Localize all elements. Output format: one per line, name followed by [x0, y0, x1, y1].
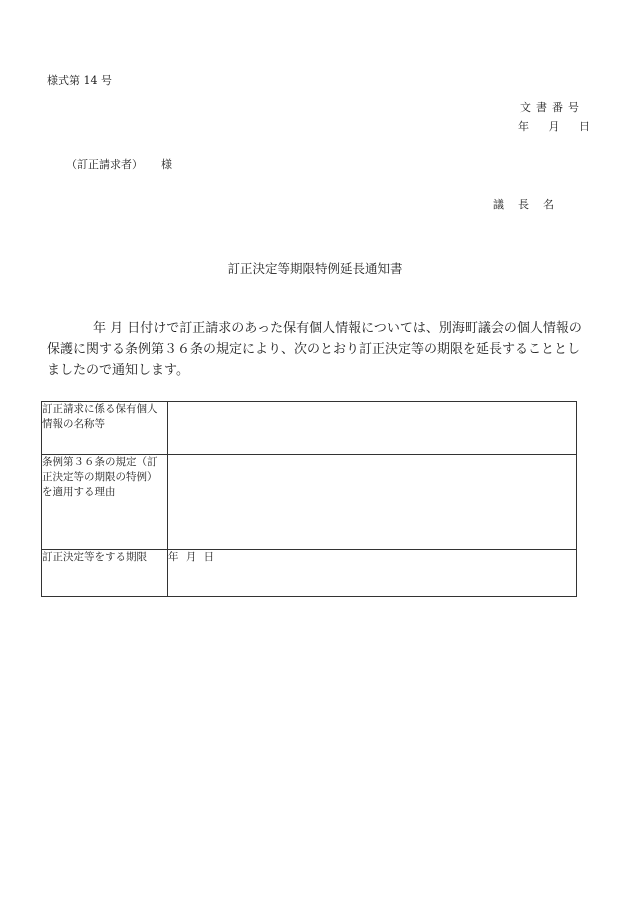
- table-row: [42, 455, 577, 550]
- row-value: [168, 455, 577, 550]
- document-number-label: 文書番号: [520, 101, 584, 114]
- form-number: 様式第 14 号: [47, 74, 112, 87]
- row-value: [168, 402, 577, 455]
- table-row: [42, 550, 577, 597]
- sender-name: 議長名: [493, 198, 568, 211]
- row-label: 訂正請求に係る保有個人情報の名称等: [42, 402, 168, 455]
- body-paragraph: 年 月 日付けで訂正請求のあった保有個人情報については、別海町議会の個人情報の保護に関する条例第３６条の規定により、次のとおり訂正決定等の期限を延長することとしましたので通知します。: [47, 321, 582, 378]
- row-label: 条例第３６条の規定（訂正決定等の期限の特例）を適用する理由: [42, 455, 168, 550]
- date-label: 年 月 日: [518, 120, 590, 133]
- honorific: 様: [161, 158, 172, 171]
- row-value-date: 年 月 日: [168, 550, 577, 597]
- document-title: 訂正決定等期限特例延長通知書: [227, 261, 403, 276]
- row-label: 訂正決定等をする期限: [42, 550, 168, 597]
- addressee: （訂正請求者）: [66, 158, 143, 171]
- info-table: [41, 401, 577, 597]
- addressee-line: [66, 156, 172, 172]
- table-row: [42, 402, 577, 455]
